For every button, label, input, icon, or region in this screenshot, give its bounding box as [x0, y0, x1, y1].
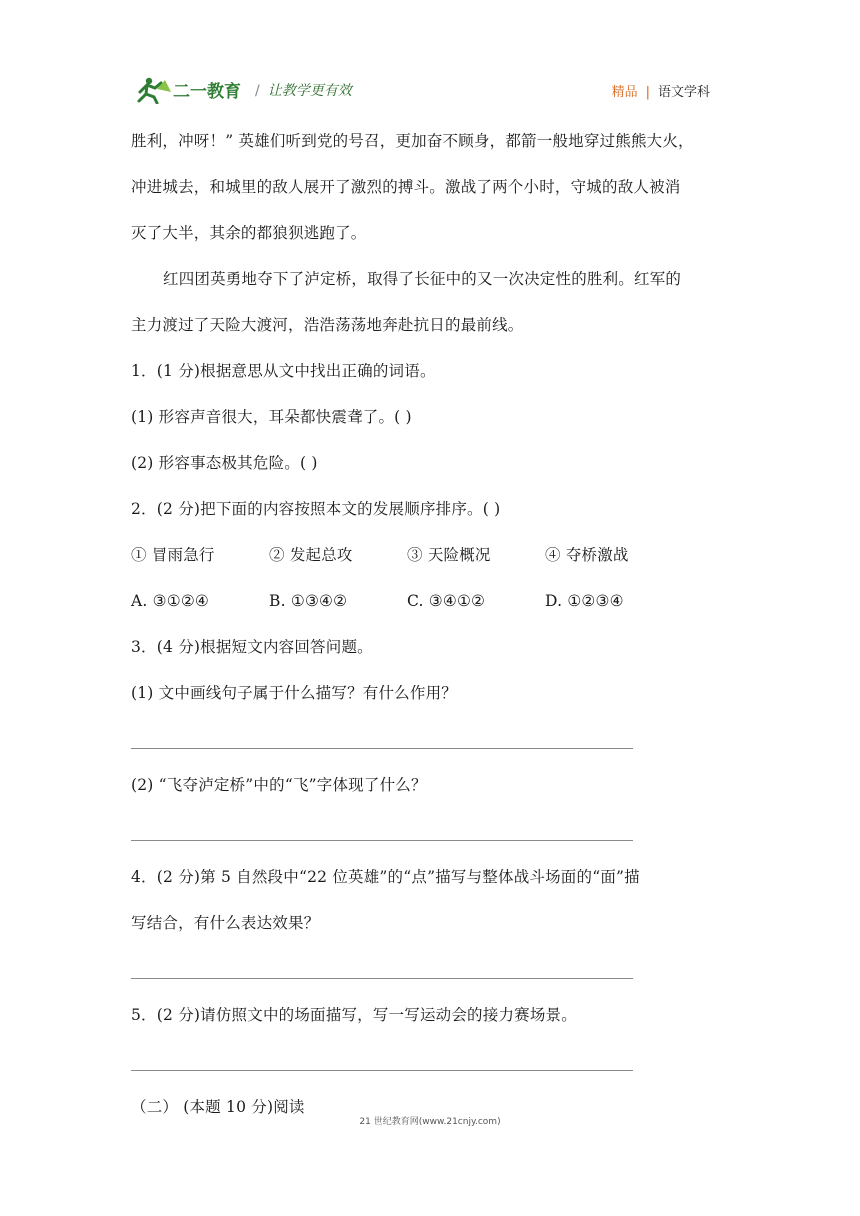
slogan [255, 80, 352, 100]
answer-line[interactable] [131, 1038, 731, 1084]
question-2-choices [131, 578, 731, 624]
answer-line[interactable] [131, 716, 731, 762]
order-item: ③ 天险概况 [407, 546, 491, 564]
choice-option: D. ①②③④ [545, 592, 624, 610]
question-2-stem: 2．(2 分)把下面的内容按照本文的发展顺序排序。( ) [131, 500, 501, 518]
question-1-a: (1) 形容声音很大，耳朵都快震聋了。( ) [131, 408, 412, 426]
question-4-line2: 写结合，有什么表达效果？ [131, 914, 320, 932]
runner-logo-icon [135, 76, 245, 104]
question-1-stem: 1．(1 分)根据意思从文中找出正确的词语。 [131, 362, 436, 380]
divider-bar: | [645, 85, 650, 100]
section-heading: （二） (本题 10 分)阅读 [131, 1098, 305, 1116]
order-item: ④ 夺桥激战 [545, 546, 629, 564]
question-2-items [131, 532, 731, 578]
order-item: ② 发起总攻 [269, 546, 353, 564]
answer-line[interactable] [131, 808, 731, 854]
choice-option: C. ③④①② [407, 592, 486, 610]
subject-label: 语文学科 [657, 85, 710, 100]
question-3-stem: 3．(4 分)根据短文内容回答问题。 [131, 638, 373, 656]
passage-line: 红四团英勇地夺下了泸定桥，取得了长征中的又一次决定性的胜利。红军的 [163, 270, 682, 288]
slash-divider: / [255, 83, 260, 99]
passage-line: 主力渡过了天险大渡河，浩浩荡荡地奔赴抗日的最前线。 [131, 316, 524, 334]
header-right [612, 81, 710, 100]
order-item: ① 冒雨急行 [131, 546, 215, 564]
page-footer: 21 世纪教育网(www.21cnjy.com) [359, 1117, 501, 1127]
document-body [131, 118, 731, 1130]
logo-text: 二一教育 [173, 82, 241, 102]
question-3-a: (1) 文中画线句子属于什么描写？有什么作用？ [131, 684, 457, 702]
question-5-stem: 5．(2 分)请仿照文中的场面描写，写一写运动会的接力赛场景。 [131, 1006, 577, 1024]
passage-line: 胜利，冲呀！” 英雄们听到党的号召，更加奋不顾身，都箭一般地穿过熊熊大火， [131, 132, 694, 150]
question-4-line1: 4．(2 分)第 5 自然段中“22 位英雄”的“点”描写与整体战斗场面的“面”描 [131, 868, 640, 886]
logo [135, 76, 245, 104]
question-1-b: (2) 形容事态极其危险。( ) [131, 454, 318, 472]
passage-line: 灭了大半，其余的都狼狈逃跑了。 [131, 224, 367, 242]
question-3-b: (2) “飞夺泸定桥”中的“飞”字体现了什么？ [131, 776, 427, 794]
page-header [135, 72, 735, 106]
choice-option: B. ①③④② [269, 592, 348, 610]
quality-label: 精品 [611, 85, 638, 100]
choice-option: A. ③①②④ [131, 592, 210, 610]
slogan-text: 让教学更有效 [267, 83, 352, 99]
passage-line: 冲进城去，和城里的敌人展开了激烈的搏斗。激战了两个小时，守城的敌人被消 [131, 178, 681, 196]
answer-line[interactable] [131, 946, 731, 992]
